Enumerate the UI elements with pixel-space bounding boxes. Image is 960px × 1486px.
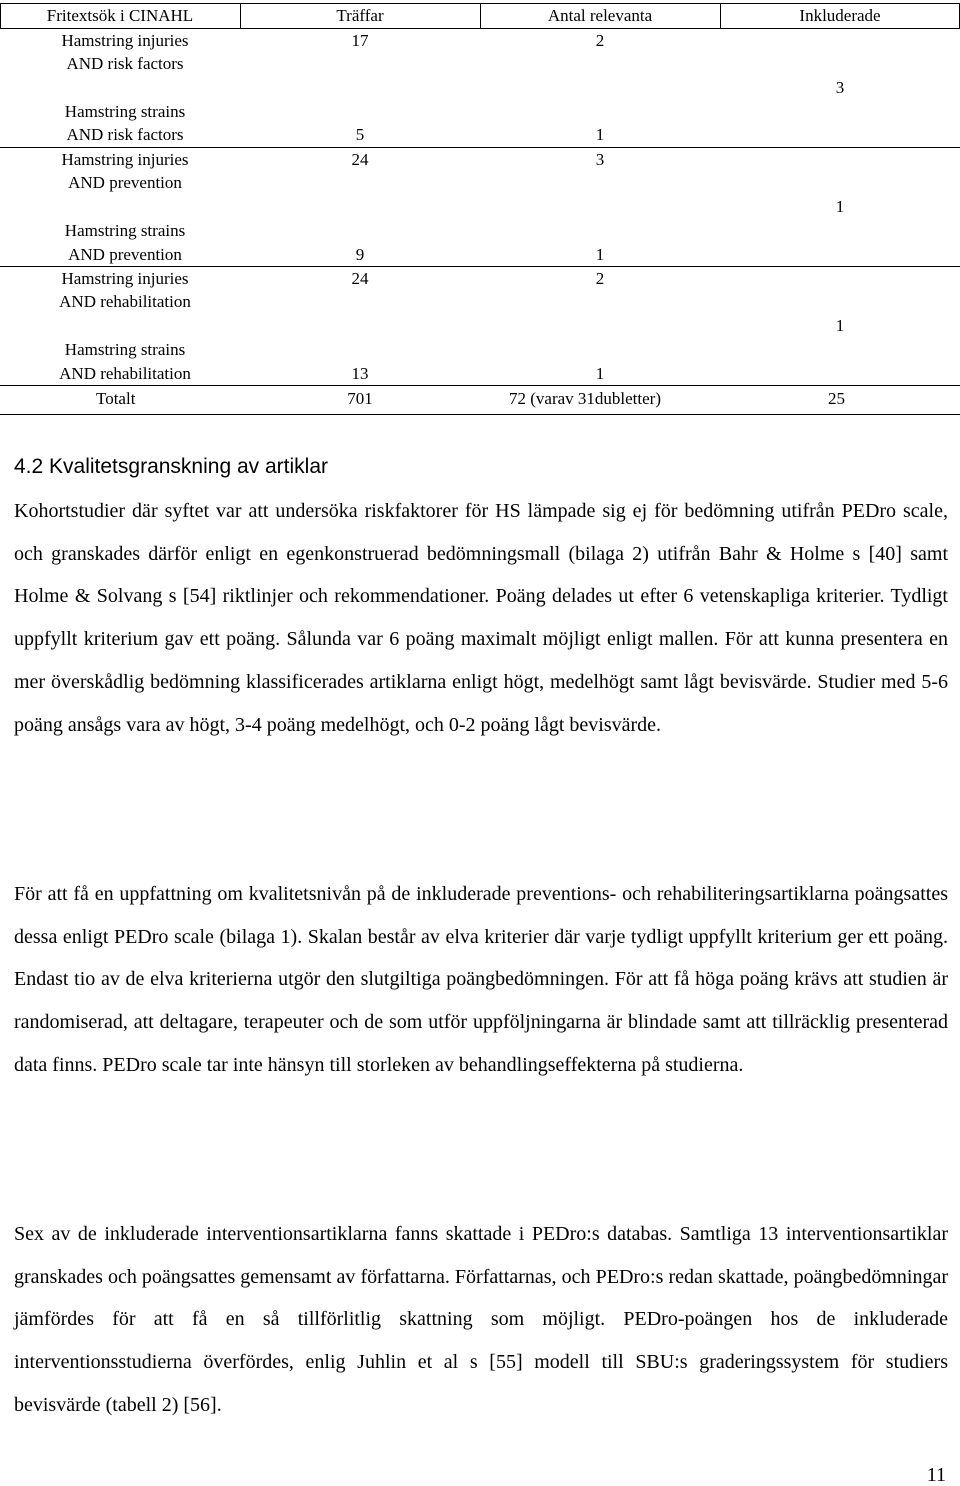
table-bottom-border [0,414,960,415]
table-row-search-term: Hamstring injuries [61,150,189,169]
table-row-search-term: Hamstring injuries [61,269,189,288]
paragraph-pedro-scale: För att få en uppfattning om kvalitetsnivån på de inkluderade preventions- och rehabiliteringsartiklarna poängsattes dessa enligt PEDro scale (bilaga 1). Skalan består av elva kriterier där varje tydligt uppfyllt kriterium ger ett poäng. Endast tio av de elva kriterierna utgör den slutgiltiga poängbedömningen. För att få höga poäng krävs att studien är randomiserad, att deltagare, terapeuter och de som utför uppföljningarna är blindade samt att tillräcklig presenterad data finns. PEDro scale tar inte hänsyn till storleken av behandlingseffekterna på studierna. [14,883,948,1076]
table-row-hits: 13 [351,364,369,383]
table-row-search-term: Hamstring injuries [61,31,189,50]
total-label: Totalt [96,389,136,408]
table-row-relevant: 2 [595,269,605,288]
section-heading: 4.2 Kvalitetsgranskning av artiklar [14,455,328,478]
table-row-search-term: Hamstring strains [64,102,186,121]
table-row-search-term: AND prevention [68,173,182,192]
included-group-risk-factors: 3 [835,78,845,97]
table-row-relevant: 1 [595,125,605,144]
table-row-search-term: AND risk factors [66,125,184,144]
column-header-hits: Träffar [336,6,384,25]
table-row-hits: 24 [351,150,369,169]
table-row-hits: 5 [355,125,365,144]
table-row-search-term: Hamstring strains [64,340,186,359]
included-group-rehabilitation: 1 [835,316,845,335]
table-row-relevant: 1 [595,364,605,383]
total-relevant: 72 (varav 31dubletter) [509,389,661,408]
included-group-prevention: 1 [835,197,845,216]
column-header-source: Fritextsök i CINAHL [46,6,194,25]
paragraph-pedro-database: Sex av de inkluderade interventionsartiklarna fanns skattade i PEDro:s databas. Samtliga 13 interventionsartiklar granskades och poängsattes gemensamt av författarna. Författarnas, och PEDro:s redan skattade, poängbedömningar jämfördes för att få en så tillförlitlig skattning som möjligt. PEDro-poängen hos de inkluderade interventionsstudierna överfördes, enlig Juhlin et al s [55] modell till SBU:s graderingssystem för studiers bevisvärde (tabell 2) [56]. [14,1223,948,1416]
table-row-relevant: 1 [595,245,605,264]
column-header-relevant: Antal relevanta [547,6,653,25]
table-row-relevant: 3 [595,150,605,169]
paragraph-assessment-method: Kohortstudier där syftet var att undersöka riskfaktorer för HS lämpade sig ej för bedömning utifrån PEDro scale, och granskades därför enligt en egenkonstruerad bedömningsmall (bilaga 2) utifrån Bahr & Holme s [40] samt Holme & Solvang s [54] riktlinjer och rekommendationer. Poäng delades ut efter 6 vetenskapliga kriterier. Tydligt uppfyllt kriterium gav ett poäng. Sålunda var 6 poäng maximalt möjligt enligt mallen. För att kunna presentera en mer överskådlig bedömning klassificerades artiklarna enligt högt, medelhögt samt lågt bevisvärde. Studier med 5-6 poäng ansågs vara av högt, 3-4 poäng medelhögt, och 0-2 poäng lågt bevisvärde. [14,500,948,736]
table-row-hits: 24 [351,269,369,288]
row-divider [0,385,960,386]
table-row-relevant: 2 [595,31,605,50]
column-header-included: Inkluderade [799,6,881,25]
row-divider [0,147,960,148]
table-row-hits: 9 [355,245,365,264]
search-results-table [0,0,960,416]
table-row-search-term: AND rehabilitation [59,292,191,311]
row-divider [0,266,960,267]
table-row-hits: 17 [351,31,369,50]
table-row-search-term: AND risk factors [66,54,184,73]
table-row-search-term: AND prevention [68,245,182,264]
page-number: 11 [926,1464,946,1486]
table-row-search-term: AND rehabilitation [59,364,191,383]
total-hits: 701 [347,389,373,408]
table-row-search-term: Hamstring strains [64,221,186,240]
total-included: 25 [828,389,845,408]
